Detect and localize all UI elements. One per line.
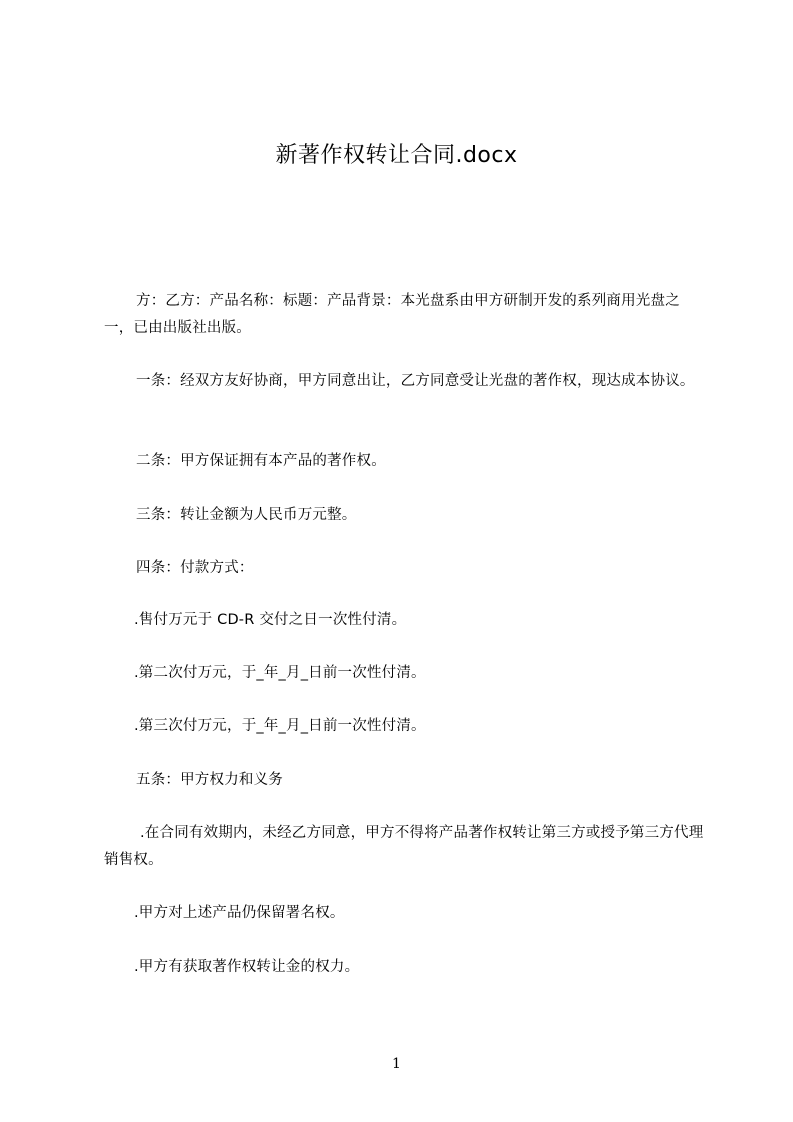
paragraph-party-a-duty-1: .在合同有效期内，未经乙方同意，甲方不得将产品著作权转让第三方或授予第三方代理销售权。 [104,825,704,868]
paragraph-parties: 方：乙方：产品名称：标题：产品背景：本光盘系由甲方研制开发的系列商用光盘之一，已由出版社出版。 [104,293,680,336]
paragraph-party-a-duty-3: .甲方有获取著作权转让金的权力。 [134,959,360,975]
paragraph-article-4: 四条：付款方式： [136,560,254,576]
page-number: 1 [392,1056,401,1072]
paragraph-party-a-duty-2: .甲方对上述产品仍保留署名权。 [134,905,345,921]
paragraph-payment-2: .第二次付万元，于_年_月_日前一次性付清。 [134,665,426,681]
paragraph-article-1: 一条：经双方友好协商，甲方同意出让，乙方同意受让光盘的著作权，现达成本协议。 [136,373,695,389]
paragraph-payment-1: .售付万元于 CD-R 交付之日一次性付清。 [134,612,407,628]
paragraph-article-2: 二条：甲方保证拥有本产品的著作权。 [136,453,386,469]
paragraph-payment-3: .第三次付万元，于_年_月_日前一次性付清。 [134,718,426,734]
paragraph-article-5: 五条：甲方权力和义务 [136,772,283,788]
paragraph-article-3: 三条：转让金额为人民币万元整。 [136,507,357,523]
document-title: 新著作权转让合同.docx [275,143,518,168]
